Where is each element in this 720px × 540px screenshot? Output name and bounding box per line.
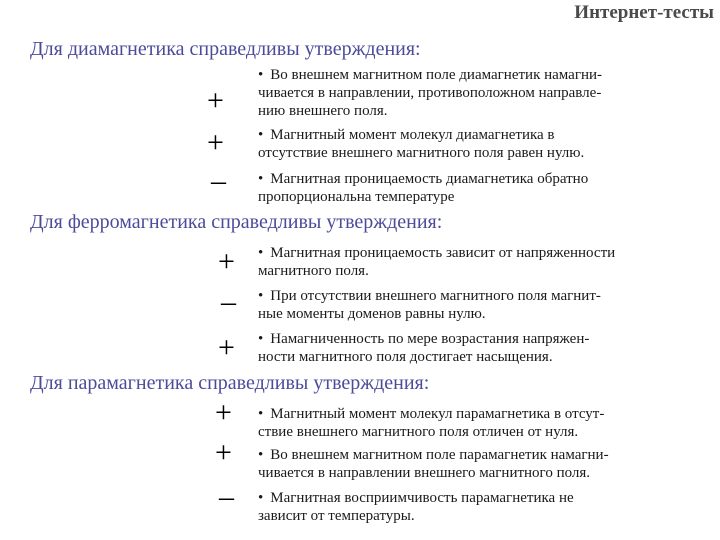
bullet-icon: • (258, 288, 264, 304)
statement-item (258, 446, 706, 482)
statement-item (258, 489, 706, 525)
statement-item (258, 330, 706, 366)
answer-mark: – (211, 164, 226, 197)
answer-mark: – (219, 480, 234, 513)
bullet-icon: • (258, 67, 264, 83)
answer-mark: + (207, 84, 224, 117)
answer-mark: + (215, 396, 232, 429)
answer-mark: + (207, 126, 224, 159)
statement-item (258, 244, 706, 280)
section-title-diamagnetic: Для диамагнетика справедливы утверждения: (30, 38, 421, 60)
statement-line: Магнитная проницаемость диамагнетика обратно (270, 171, 589, 187)
bullet-icon: • (258, 331, 264, 347)
statement-line: ности магнитного поля достигает насыщения. (258, 349, 553, 365)
section-title-paramagnetic: Для парамагнетика справедливы утверждения: (30, 372, 430, 394)
bullet-icon: • (258, 171, 264, 187)
statement-line: Магнитный момент молекул диамагнетика в (270, 127, 555, 143)
answer-mark: – (221, 285, 236, 318)
statement-line: Во внешнем магнитном поле парамагнетик намагни- (270, 447, 609, 463)
statement-line: чивается в направлении внешнего магнитного поля. (258, 465, 591, 481)
statement-line: нию внешнего поля. (258, 103, 388, 119)
bullet-icon: • (258, 245, 264, 261)
answer-mark: + (215, 436, 232, 469)
statement-line: Во внешнем магнитном поле диамагнетик намагни- (270, 67, 603, 83)
statement-line: Намагниченность по мере возрастания напряжен- (270, 331, 590, 347)
statement-line: При отсутствии внешнего магнитного поля магнит- (270, 288, 601, 304)
bullet-icon: • (258, 127, 264, 143)
statement-item (258, 170, 706, 206)
statement-item (258, 126, 706, 162)
statement-line: отсутствие внешнего магнитного поля равен нулю. (258, 145, 585, 161)
statement-line: ные моменты доменов равны нулю. (258, 306, 486, 322)
section-title-ferromagnetic: Для ферромагнетика справедливы утверждения: (30, 211, 443, 233)
statement-line: магнитного поля. (258, 263, 369, 279)
statement-item (258, 405, 706, 441)
statement-item (258, 66, 706, 120)
statement-line: зависит от температуры. (258, 508, 415, 524)
statement-line: Магнитная восприимчивость парамагнетика не (270, 490, 574, 506)
bullet-icon: • (258, 447, 264, 463)
answer-mark: + (218, 331, 235, 364)
statement-line: Магнитный момент молекул парамагнетика в отсут- (270, 406, 605, 422)
statement-line: ствие внешнего магнитного поля отличен от нуля. (258, 424, 579, 440)
page-header: Интернет-тесты (574, 2, 714, 23)
statement-item (258, 287, 706, 323)
bullet-icon: • (258, 490, 264, 506)
answer-mark: + (218, 245, 235, 278)
bullet-icon: • (258, 406, 264, 422)
statement-line: чивается в направлении, противоположном направле- (258, 85, 602, 101)
statement-line: пропорциональна температуре (258, 189, 455, 205)
statement-line: Магнитная проницаемость зависит от напряженности (270, 245, 616, 261)
